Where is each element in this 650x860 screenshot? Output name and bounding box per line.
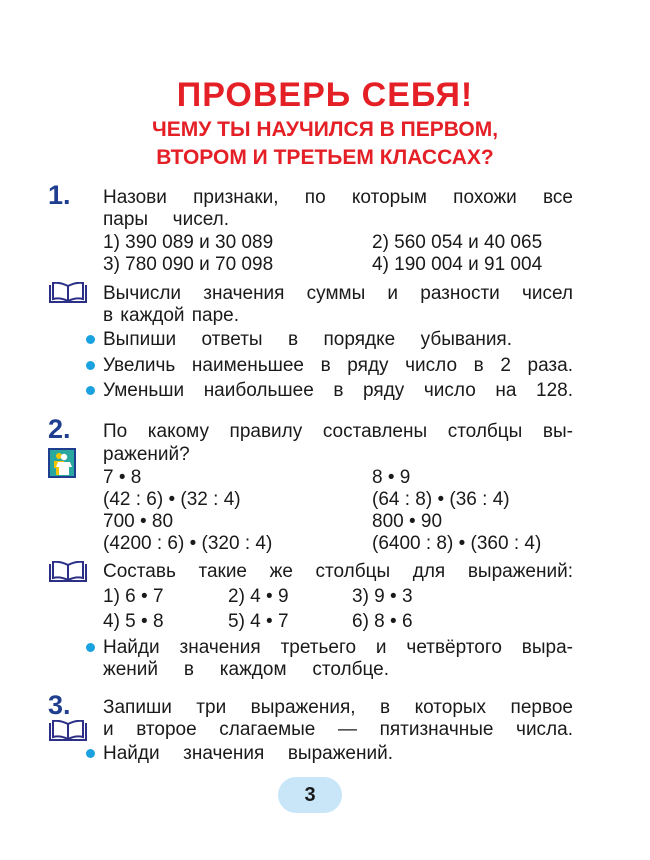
- page-number: 3: [278, 777, 342, 813]
- expression: 2) 4 • 9: [228, 586, 289, 607]
- task-number: 3.: [48, 690, 71, 720]
- task-text: ражений?: [103, 444, 190, 465]
- task-text: Составь такие же столбцы для выражений:: [103, 561, 573, 582]
- book-icon: [48, 720, 88, 742]
- task-number: 1.: [48, 180, 71, 210]
- pair-work-icon: [48, 448, 76, 478]
- book-icon: [48, 561, 88, 583]
- bullet-icon: [86, 386, 95, 395]
- bullet-icon: [86, 361, 95, 370]
- number-pair: 4) 190 004 и 91 004: [372, 254, 543, 275]
- bullet-icon: [86, 749, 95, 758]
- expression: (6400 : 8) • (360 : 4): [372, 533, 542, 554]
- task-text: По какому правилу составлены столбцы вы-: [103, 421, 573, 442]
- book-icon: [48, 282, 88, 304]
- task-text: пары чисел.: [103, 209, 229, 230]
- expression: 800 • 90: [372, 511, 443, 532]
- task-text: Запиши три выражения, в которых первое: [103, 697, 573, 718]
- number-pair: 3) 780 090 и 70 098: [103, 254, 274, 275]
- expression: 4) 5 • 8: [103, 611, 164, 632]
- bullet-icon: [86, 335, 95, 344]
- bullet-text: Найди значения выражений.: [103, 743, 393, 764]
- bullet-text: жений в каждом столбце.: [103, 659, 389, 680]
- number-pair: 1) 390 089 и 30 089: [103, 232, 274, 253]
- expression: (42 : 6) • (32 : 4): [103, 489, 241, 510]
- task-text: и второе слагаемые — пятизначные числа.: [103, 719, 573, 740]
- subtitle-line-1: ЧЕМУ ТЫ НАУЧИЛСЯ В ПЕРВОМ,: [151, 118, 499, 141]
- expression: 6) 8 • 6: [352, 611, 413, 632]
- expression: 8 • 9: [372, 467, 411, 488]
- page-title: ПРОВЕРЬ СЕБЯ!: [176, 76, 474, 114]
- bullet-text: Увеличь наименьшее в ряду число в 2 раза.: [103, 355, 573, 376]
- expression: 5) 4 • 7: [228, 611, 289, 632]
- expression: 7 • 8: [103, 467, 142, 488]
- task-text: в каждой паре.: [103, 305, 239, 326]
- expression: 3) 9 • 3: [352, 586, 413, 607]
- task-number: 2.: [48, 414, 71, 444]
- bullet-text: Найди значения третьего и четвёртого выра-: [103, 637, 573, 658]
- expression: 1) 6 • 7: [103, 586, 164, 607]
- bullet-text: Выпиши ответы в порядке убывания.: [103, 329, 512, 350]
- bullet-icon: [86, 643, 95, 652]
- bullet-text: Уменьши наибольшее в ряду число на 128.: [103, 380, 573, 401]
- number-pair: 2) 560 054 и 40 065: [372, 232, 543, 253]
- subtitle-line-2: ВТОРОМ И ТРЕТЬЕМ КЛАССАХ?: [156, 146, 494, 169]
- task-text: Вычисли значения суммы и разности чисел: [103, 283, 573, 304]
- expression: (4200 : 6) • (320 : 4): [103, 533, 273, 554]
- expression: 700 • 80: [103, 511, 174, 532]
- task-text: Назови признаки, по которым похожи все: [103, 187, 573, 208]
- expression: (64 : 8) • (36 : 4): [372, 489, 510, 510]
